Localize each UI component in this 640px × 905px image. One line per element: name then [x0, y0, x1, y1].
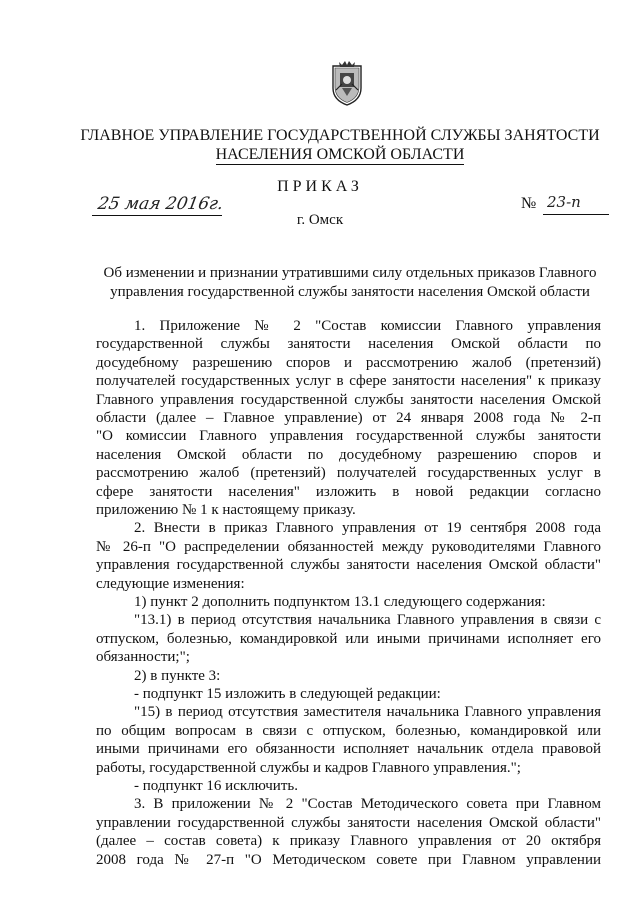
body-line: 1) пункт 2 дополнить подпунктом 13.1 следующего содержания:: [134, 594, 546, 610]
body-line: - подпункт 16 исключить.: [134, 778, 298, 794]
body-line: отпуском, болезнью, командировкой или иными причинами исполняет его: [96, 630, 601, 647]
body-line: управлении государственной службы занятости населения Омской области": [96, 814, 601, 831]
body-line: № 26-п "О распределении обязанностей между руководителями Главного: [96, 538, 601, 555]
body-line: сфере занятости населения" изложить в новой редакции согласно: [96, 483, 601, 500]
body-line: приложению № 1 к настоящему приказу.: [96, 502, 356, 518]
body-line: рассмотрению жалоб (претензий) получателей государственных услуг в: [96, 465, 601, 482]
org-name-line2: НАСЕЛЕНИЯ ОМСКОЙ ОБЛАСТИ: [215, 146, 465, 163]
body-line: государственной службы занятости населения Омской области по: [96, 336, 601, 353]
body-line: иными причинами его обязанности исполняет начальник отдела правовой: [96, 741, 601, 758]
body-line: работы, государственной службы и кадров Главного управления.";: [96, 759, 521, 776]
body-line: управления государственной службы занятости населения Омской области": [96, 557, 601, 574]
handwritten-date: 25 мая 2016г.: [92, 193, 222, 216]
body-line: "15) в период отсутствия заместителя начальника Главного управления: [134, 704, 601, 721]
body-line: - подпункт 15 изложить в следующей редакции:: [134, 686, 441, 702]
body-line: 1. Приложение № 2 "Состав комиссии Главного управления: [134, 318, 601, 334]
body-line: обязанности;";: [96, 649, 190, 666]
body-line: 2008 года № 27-п "О Методическом совете при Главном управлении: [96, 851, 601, 868]
coat-of-arms-icon: [330, 60, 364, 106]
body-line: 2) в пункте 3:: [134, 667, 221, 684]
body-line: по общим вопросам в связи с отпуском, болезнью, командировкой или: [96, 722, 601, 739]
body-line: "13.1) в период отсутствия начальника Главного управления в связи с: [134, 612, 601, 629]
subject-line: управления государственной службы занятости населения Омской области: [110, 284, 590, 300]
body-line: 2. Внести в приказ Главного управления от 19 сентября 2008 года: [134, 520, 601, 537]
body-line: "О комиссии Главного управления государственной службы занятости: [96, 428, 601, 445]
number-sign: №: [521, 195, 537, 212]
body-line: Главного управления государственной службы занятости населения Омской: [96, 391, 601, 408]
body-line: 3. В приложении № 2 "Состав Методического совета при Главном: [134, 796, 601, 813]
subject-line: Об изменении и признании утратившими силу отдельных приказов Главного: [103, 265, 597, 281]
handwritten-number: 23-п: [547, 193, 581, 211]
org-name-line1: ГЛАВНОЕ УПРАВЛЕНИЕ ГОСУДАРСТВЕННОЙ СЛУЖБЫ ЗАНЯТОСТИ: [80, 127, 600, 144]
body-line: населения Омской области по досудебному разрешению споров и: [96, 446, 601, 463]
city: г. Омск: [296, 212, 344, 228]
body-line: области (далее – Главное управление) от 24 января 2008 года № 2-п: [96, 410, 601, 426]
body-line: получателей государственных услуг в сфере занятости населения" к приказу: [96, 373, 601, 390]
body-line: (далее – состав совета) к приказу Главного управления от 20 октября: [96, 833, 601, 850]
body-line: следующие изменения:: [96, 575, 245, 592]
body-line: досудебному разрешению споров и рассмотрению жалоб (претензий): [96, 354, 601, 371]
document-type-title: ПРИКАЗ: [277, 178, 363, 195]
